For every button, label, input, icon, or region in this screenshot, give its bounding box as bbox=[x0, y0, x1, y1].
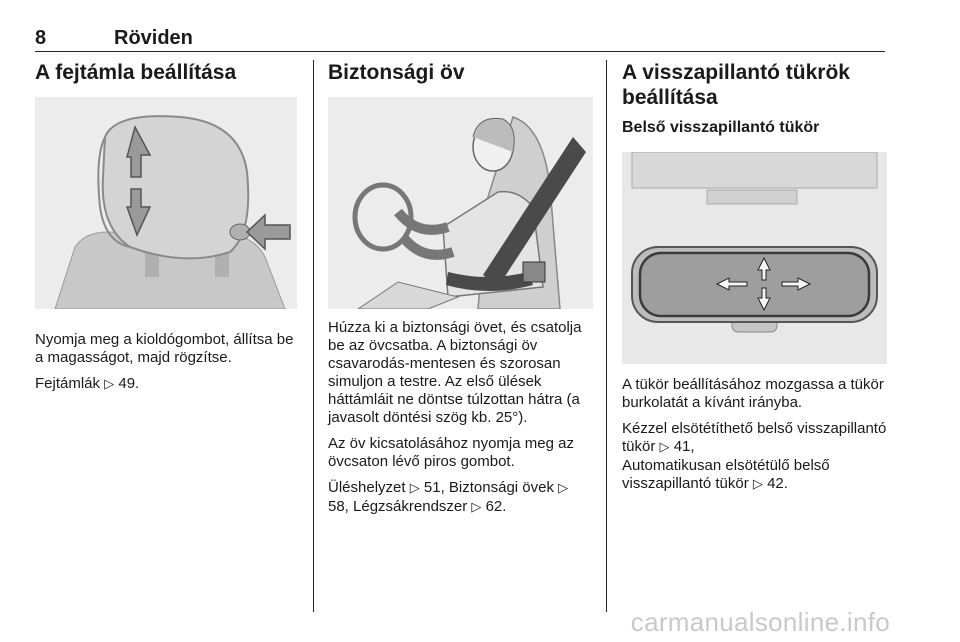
headrest-reference bbox=[35, 375, 300, 394]
section-title: Röviden bbox=[114, 27, 193, 49]
mirror-illustration bbox=[622, 152, 887, 364]
page-ref-arrow-icon: ▷ bbox=[752, 477, 763, 492]
headrest-heading: A fejtámla beállítása bbox=[35, 61, 237, 84]
headrest-illustration bbox=[35, 97, 297, 309]
mirrors-heading: A visszapillantó tükrök beállítása bbox=[622, 61, 850, 109]
column-mirrors bbox=[622, 60, 887, 502]
seatbelt-release: Az öv kicsatolásához nyomja meg az övcsaton lévő piros gombot. bbox=[328, 435, 574, 470]
mirror-auto-ref[interactable]: 42. bbox=[767, 475, 788, 492]
page-ref-arrow-icon: ▷ bbox=[659, 440, 670, 455]
column-divider bbox=[606, 60, 607, 612]
mirror-manual-label: Kézzel elsötétíthető belső visszapillantó tükör bbox=[622, 420, 887, 455]
page-number: 8 bbox=[35, 27, 47, 49]
seatbelt-ref-page-2[interactable]: 58, Légzsákrendszer bbox=[328, 498, 468, 515]
mirror-reference-manual bbox=[622, 420, 887, 494]
headrest-ref-page[interactable]: 49. bbox=[118, 375, 140, 392]
page-ref-arrow-icon: ▷ bbox=[558, 481, 569, 496]
seatbelt-references bbox=[328, 479, 593, 517]
page-ref-arrow-icon: ▷ bbox=[409, 481, 420, 496]
page-ref-arrow-icon: ▷ bbox=[471, 500, 482, 515]
headrest-instruction: Nyomja meg a kioldógombot, állítsa be a magasságot, majd rögzítse. bbox=[35, 331, 294, 366]
seatbelt-instruction: Húzza ki a biztonsági övet, és csatolja be az övcsatba. A biztonsági öv csavarodás-mentesen és szorosan simuljon a testre. Az első ülések háttámláit ne döntse túlzottan hátra (a javasolt döntési szög kb. 25°). bbox=[328, 319, 582, 426]
mirror-manual-ref[interactable]: 41, bbox=[673, 438, 695, 455]
headrest-ref-label: Fejtámlák bbox=[35, 375, 101, 392]
seatbelt-heading: Biztonsági öv bbox=[328, 61, 465, 84]
mirror-auto-label: Automatikusan elsötétülő belső visszapillantó tükör bbox=[622, 457, 830, 492]
column-headrest bbox=[35, 60, 300, 402]
seatbelt-ref-label: Üléshelyzet bbox=[328, 479, 406, 496]
column-divider bbox=[313, 60, 314, 612]
interior-mirror-subheading: Belső visszapillantó tükör bbox=[622, 119, 820, 136]
seatbelt-ref-page-1[interactable]: 51, Biztonsági övek bbox=[423, 479, 554, 496]
mirror-instruction: A tükör beállításához mozgassa a tükör burkolatát a kívánt irányba. bbox=[622, 376, 884, 411]
page-ref-arrow-icon: ▷ bbox=[104, 377, 115, 392]
page-header bbox=[35, 27, 885, 52]
seatbelt-ref-page-3[interactable]: 62. bbox=[485, 498, 507, 515]
seatbelt-illustration bbox=[328, 97, 593, 309]
column-seatbelt bbox=[328, 60, 593, 525]
watermark: carmanualsonline.info bbox=[630, 607, 890, 637]
